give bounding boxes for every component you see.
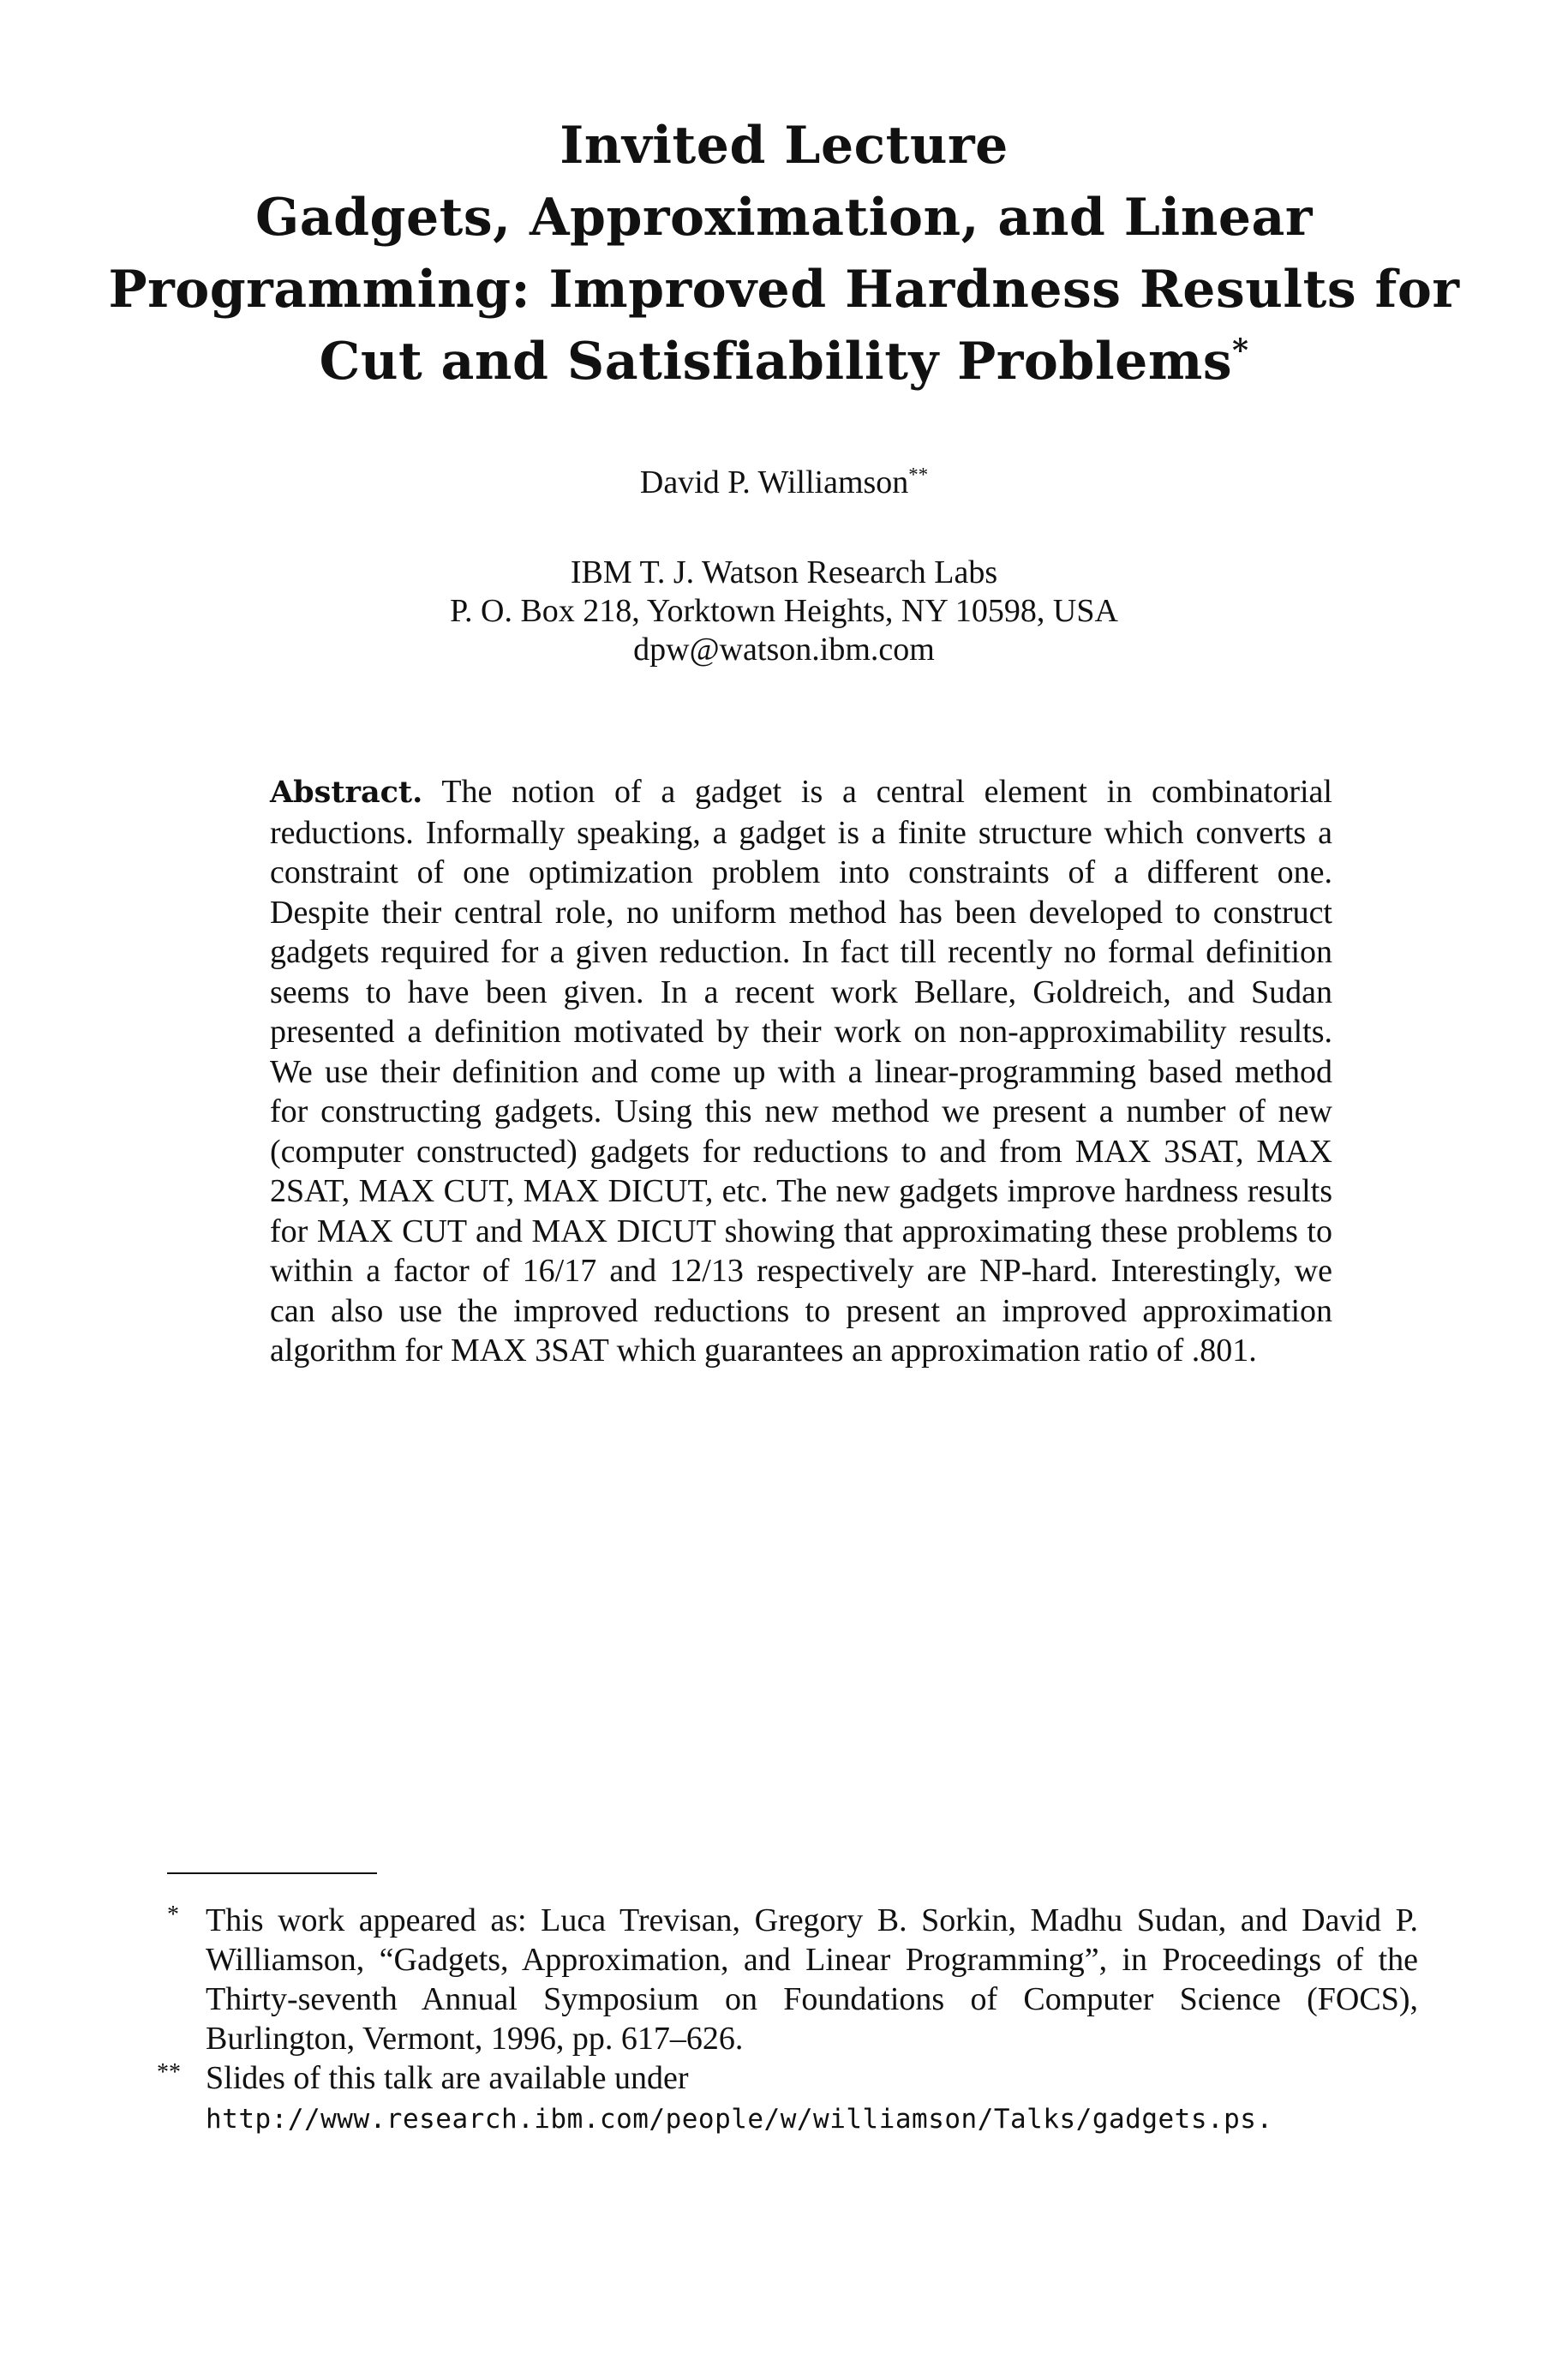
title-block <box>0 110 1568 398</box>
author-block <box>0 461 1568 669</box>
title-footnote-mark: * <box>1232 332 1249 368</box>
footnote-1-text: This work appeared as: Luca Trevisan, Gregory B. Sorkin, Madhu Sudan, and David P. Williamson, “Gadgets, Approximation, and Linear Programming”, in Proceedings of the Thirty-seventh Annual Symposium on Foundations of Computer Science (FOCS), Burlington, Vermont, 1996, pp. 617–626. <box>206 1902 1418 2057</box>
email: dpw@watson.ibm.com <box>633 632 935 668</box>
footnote-2-mark: ** <box>157 2059 181 2086</box>
slides-url-link[interactable]: http://www.research.ibm.com/people/w/williamson/Talks/gadgets.ps. <box>206 2104 1273 2135</box>
abstract <box>270 772 1332 1371</box>
footnote-2 <box>157 2058 1418 2139</box>
affiliation: IBM T. J. Watson Research Labs <box>570 554 998 590</box>
author-name-text: David P. Williamson <box>639 464 909 500</box>
footnote-1-mark: * <box>167 1902 179 1928</box>
footnote-2-text: Slides of this talk are available under <box>206 2060 689 2096</box>
footnote-divider <box>167 1872 377 1874</box>
abstract-text: The notion of a gadget is a central element in combinatorial reductions. Informally speaking, a gadget is a finite structure which converts a constraint of one optimization problem into constraints of a different one. Despite their central role, no uniform method has been developed to construct gadgets required for a given reduction. In fact till recently no formal definition seems to have been given. In a recent work Bellare, Goldreich, and Sudan presented a definition motivated by their work on non-approximability results. We use their definition and come up with a linear-programming based method for constructing gadgets. Using this new method we present a number of new (computer constructed) gadgets for reductions to and from MAX 3SAT, MAX 2SAT, MAX CUT, MAX DICUT, etc. The new gadgets improve hardness results for MAX CUT and MAX DICUT showing that approximating these problems to within a factor of 16/17 and 12/13 respectively are NP-hard. Interestingly, we can also use the improved reductions to present an improved approximation algorithm for MAX 3SAT which guarantees an approximation ratio of .801. <box>270 774 1332 1369</box>
footnotes <box>157 1901 1418 2139</box>
paper-title-line-3-text: Cut and Satisfiability Problems <box>319 332 1233 392</box>
author-name <box>0 461 1568 504</box>
lecture-label: Invited Lecture <box>560 116 1008 176</box>
paper-title-line-1: Gadgets, Approximation, and Linear <box>254 188 1314 248</box>
address: P. O. Box 218, Yorktown Heights, NY 10598, USA <box>450 593 1118 629</box>
paper-title-line-2: Programming: Improved Hardness Results for <box>108 260 1460 320</box>
author-footnote-mark: ** <box>908 464 929 486</box>
paper-title-line-3 <box>0 326 1568 398</box>
footnote-1 <box>167 1901 1418 2058</box>
abstract-label: Abstract. <box>270 775 423 810</box>
